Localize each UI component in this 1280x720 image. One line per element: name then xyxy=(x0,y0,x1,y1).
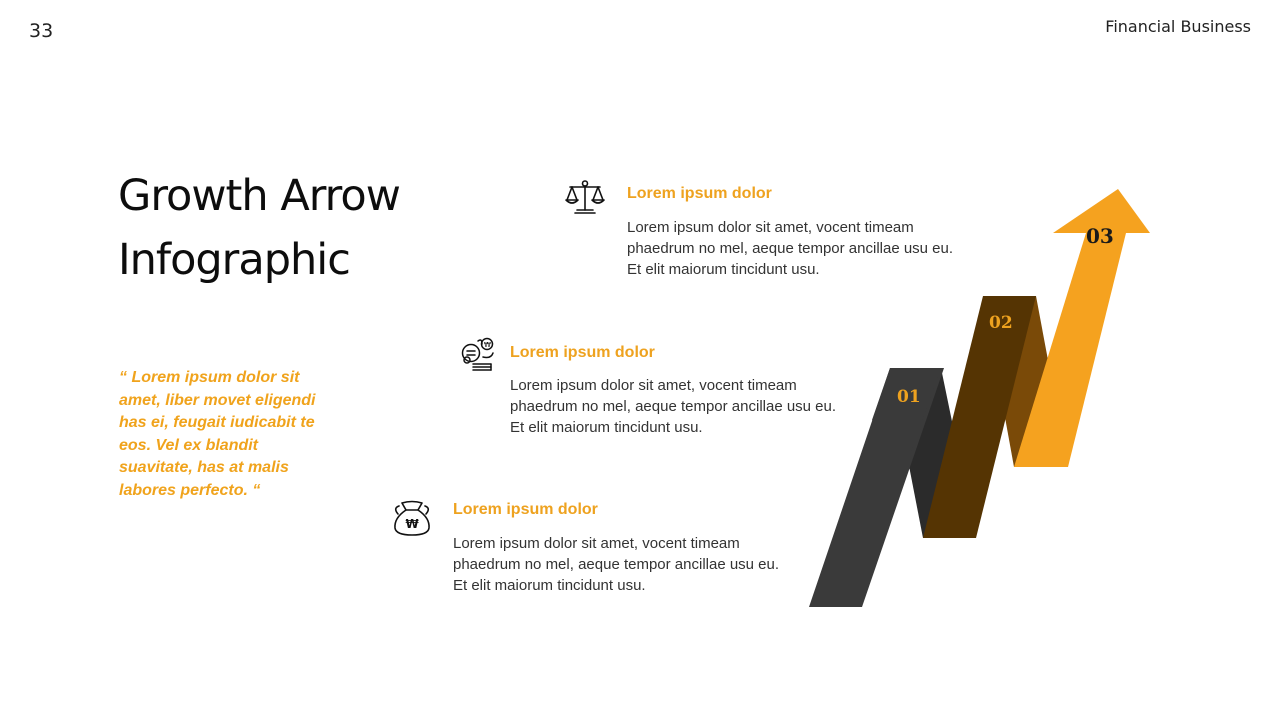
item-2-heading: Lorem ipsum dolor xyxy=(510,344,655,361)
item-1-body: Lorem ipsum dolor sit amet, vocent timeam phaedrum no mel, aeque tempor ancillae usu eu. Et elit maiorum tincidunt usu. xyxy=(627,219,954,278)
item-3-heading: Lorem ipsum dolor xyxy=(453,501,598,518)
brand-label: Financial Business xyxy=(1105,17,1251,36)
svg-text:₩: ₩ xyxy=(484,341,491,349)
svg-text:₩: ₩ xyxy=(405,517,419,531)
item-2-body: Lorem ipsum dolor sit amet, vocent timeam phaedrum no mel, aeque tempor ancillae usu eu. Et elit maiorum tincidunt usu. xyxy=(510,377,837,436)
step-label-02: 02 xyxy=(989,313,1013,333)
item-3-body: Lorem ipsum dolor sit amet, vocent timeam phaedrum no mel, aeque tempor ancillae usu eu. Et elit maiorum tincidunt usu. xyxy=(453,535,780,594)
step-label-03: 03 xyxy=(1086,224,1114,248)
item-1-heading: Lorem ipsum dolor xyxy=(627,185,772,202)
page-number: 33 xyxy=(29,20,54,42)
quote-text: “ Lorem ipsum dolor sit amet, liber movet eligendi has ei, feugait iudicabit te eos. Vel ex blandit suavitate, has at malis labores perfecto. “ xyxy=(119,369,316,499)
title-line-2: Infographic xyxy=(118,235,350,285)
title-line-1: Growth Arrow xyxy=(118,171,400,221)
step-label-01: 01 xyxy=(897,387,921,407)
